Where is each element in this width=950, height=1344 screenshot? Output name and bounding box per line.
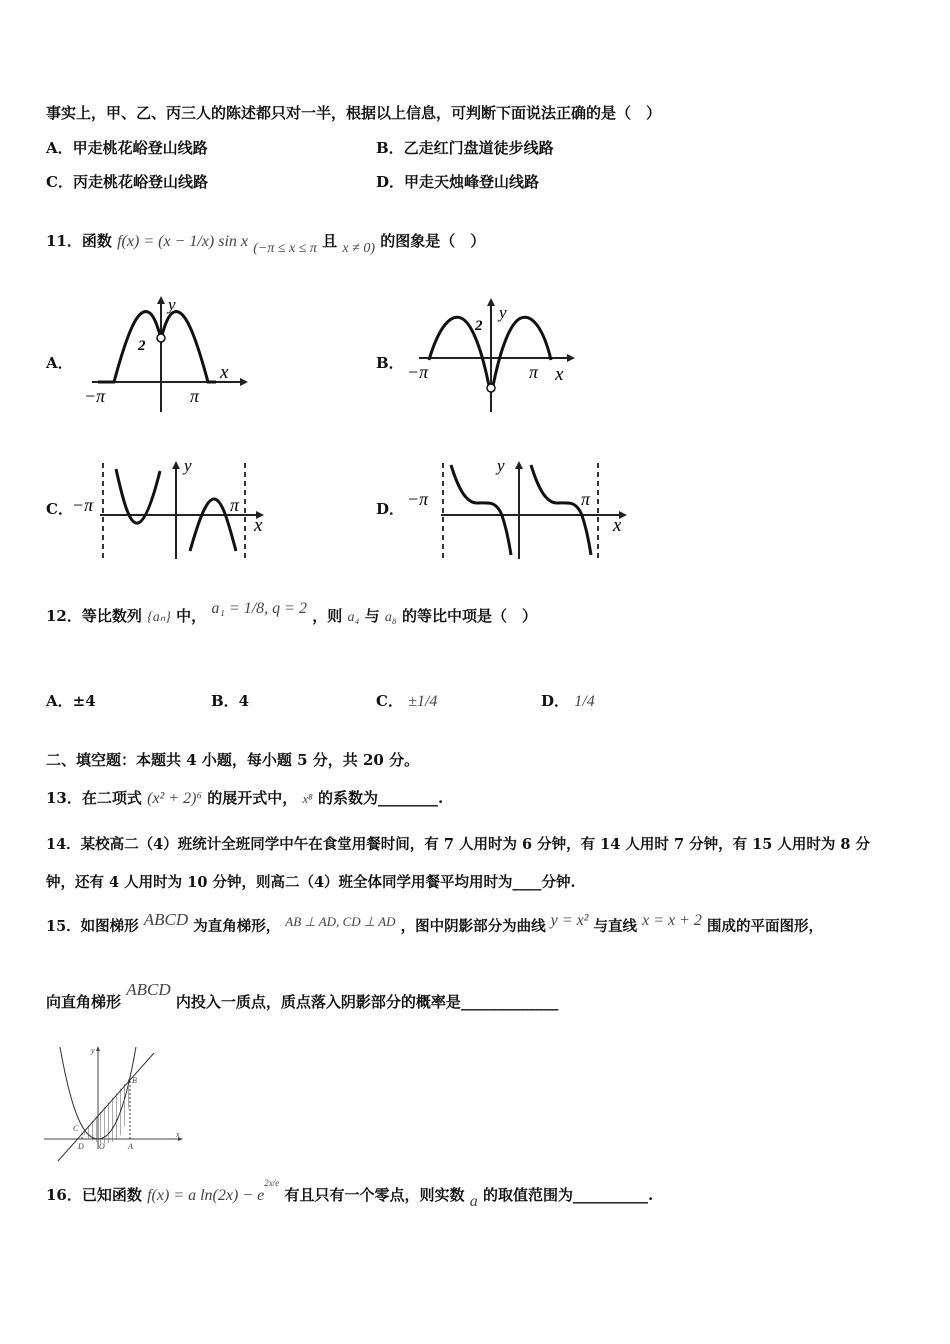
q15-mid2: ，图中阴影部分为曲线	[400, 918, 546, 935]
q15-abcd: ABCD	[143, 910, 189, 929]
graph-b-hole	[487, 384, 495, 392]
q13-prefix: 13．在二项式	[46, 789, 142, 807]
q10-option-d: D．甲走天烛峰登山线路	[376, 173, 540, 191]
section2-title: 二、填空题：本题共 4 小题，每小题 5 分，共 20 分。	[46, 751, 420, 769]
q15-y-label: y	[91, 1046, 95, 1055]
q12-then: ，则	[312, 607, 343, 625]
q14-line1: 14．某校高二（4）班统计全班同学中午在食堂用餐时间，有 7 人用时为 6 分钟，有 14 人用时 7 分钟，有 15 人用时为 8 分	[46, 836, 871, 853]
graph-d-y-arrow	[515, 461, 523, 469]
q11-formula: f(x) = (x − 1/x) sin x	[117, 233, 248, 250]
graph-d-y-label: y	[497, 456, 505, 475]
q15-label-d: D	[78, 1142, 84, 1151]
q15-label-c: C	[73, 1124, 79, 1133]
q12-a8: a₈	[384, 610, 397, 625]
q12-seq: {aₙ}	[147, 610, 171, 625]
q15-prefix: 15．如图梯形	[46, 918, 139, 935]
q16-suffix: 的取值范围为__________.	[482, 1186, 654, 1204]
q11-label-b: B．	[376, 354, 404, 372]
q11-suffix: 的图象是（ ）	[380, 232, 486, 250]
q11-stem	[46, 230, 486, 256]
q12-option-c-value: ±1/4	[408, 693, 438, 710]
q15-perp: AB ⊥ AD, CD ⊥ AD	[285, 914, 396, 929]
graph-d-curve-left	[451, 465, 511, 555]
graph-b	[405, 290, 585, 420]
graph-c	[72, 455, 272, 565]
q13-stem	[46, 787, 443, 808]
graph-d-pi: π	[581, 489, 591, 509]
q15-suffix: 围成的平面图形，	[706, 918, 823, 935]
graph-a-pi: π	[190, 386, 200, 406]
q10-option-c: C．丙走桃花峪登山线路	[46, 173, 208, 191]
q11-cond: x ≠ 0)	[342, 241, 375, 256]
graph-c-y-label: y	[184, 456, 192, 475]
q12-option-c-label: C．	[376, 692, 403, 710]
graph-b-x-label: x	[555, 364, 564, 385]
q12-suffix: 的等比中项是（ ）	[401, 607, 537, 625]
q15-label-b: B	[132, 1076, 137, 1085]
q16-exp: 2x/e	[264, 1178, 280, 1188]
q15-label-a: A	[128, 1142, 133, 1151]
graph-a-y-arrow	[157, 296, 165, 304]
q15-mid1: 为直角梯形，	[193, 918, 281, 935]
graph-a-hole	[157, 334, 165, 342]
q12-prefix: 12．等比数列	[46, 607, 142, 625]
q12-option-c	[376, 690, 437, 711]
q15-line2-abcd: ABCD	[126, 980, 171, 999]
q12-option-a: A．±4	[46, 692, 96, 710]
graph-a-curve	[98, 312, 216, 382]
graph-b-y-label: y	[499, 303, 507, 322]
q11-prefix: 11．函数	[46, 232, 112, 250]
q10-option-a: A．甲走桃花峪登山线路	[46, 139, 208, 157]
q15-line2	[46, 980, 559, 1012]
graph-c-neg-pi: −π	[72, 495, 94, 515]
q12-given: a₁ = 1/8, q = 2	[211, 600, 307, 617]
graph-a	[80, 290, 250, 420]
q15-figure	[44, 1045, 189, 1155]
q13-suffix: 的系数为________.	[318, 789, 444, 807]
q15-mid3: 与直线	[593, 918, 638, 935]
q12-a4: a₄	[347, 610, 360, 625]
q16-prefix: 16．已知函数	[46, 1186, 142, 1204]
q11-label-d: D．	[376, 500, 405, 518]
q12-with: 与	[364, 607, 380, 625]
q16-a: a	[469, 1193, 478, 1210]
q13-mid: 的展开式中，	[207, 789, 298, 807]
q15-curve: y = x²	[550, 912, 589, 929]
intro-text: 事实上，甲、乙、丙三人的陈述都只对一半，根据以上信息，可判断下面说法正确的是（ ）	[46, 104, 662, 122]
graph-d-neg-pi: −π	[407, 489, 429, 509]
graph-b-neg-pi: −π	[407, 362, 429, 382]
q16-func: f(x) = a ln(2x) − e	[147, 1187, 265, 1204]
q12-mid: 中，	[176, 607, 207, 625]
q11-and: 且	[322, 232, 338, 250]
q15-line: x = x + 2	[642, 912, 702, 929]
q15-line	[58, 1053, 154, 1161]
q15-shaded-region	[82, 1077, 130, 1144]
q12-option-d-label: D．	[541, 692, 570, 710]
q15-label-o: O	[99, 1142, 105, 1151]
q12-option-d	[541, 690, 595, 711]
graph-b-pi: π	[529, 362, 539, 382]
q11-label-c: C．	[46, 500, 73, 518]
q12-option-d-value: 1/4	[574, 693, 595, 710]
graph-c-pi: π	[230, 495, 240, 515]
q10-option-b: B．乙走红门盘道徒步线路	[376, 139, 554, 157]
graph-b-x-arrow	[567, 354, 575, 362]
graph-c-y-arrow	[172, 461, 180, 469]
graph-d	[405, 455, 635, 565]
graph-a-two-label: 2	[138, 338, 146, 354]
q12-option-b: B．4	[211, 692, 250, 710]
q16-stem	[46, 1178, 654, 1210]
q13-expr: (x² + 2)⁶	[147, 790, 203, 807]
graph-a-x-arrow	[240, 378, 248, 386]
q13-term: x⁸	[302, 791, 313, 806]
graph-b-two-label: 2	[475, 318, 483, 334]
graph-b-y-arrow	[487, 298, 495, 306]
q15-x-label: x	[176, 1130, 180, 1139]
q16-mid: 有且只有一个零点，则实数	[284, 1186, 465, 1204]
graph-d-curve-right	[531, 465, 591, 555]
q12-stem	[46, 600, 537, 626]
graph-a-x-label: x	[220, 362, 229, 383]
q15-line2-prefix: 向直角梯形	[46, 993, 122, 1011]
q15-line2-suffix: 内投入一质点，质点落入阴影部分的概率是_____________	[175, 993, 559, 1011]
graph-c-x-label: x	[254, 515, 263, 536]
q11-label-a: A．	[46, 354, 73, 372]
graph-a-y-label: y	[168, 295, 176, 314]
q15-stem	[46, 910, 823, 936]
q14-line2: 钟，还有 4 人用时为 10 分钟，则高二（4）班全体同学用餐平均用时为____分钟.	[46, 874, 576, 891]
graph-d-x-label: x	[613, 515, 622, 536]
q11-domain: (−π ≤ x ≤ π	[253, 241, 317, 256]
q15-y-arrow	[96, 1046, 100, 1051]
graph-a-neg-pi: −π	[84, 386, 106, 406]
